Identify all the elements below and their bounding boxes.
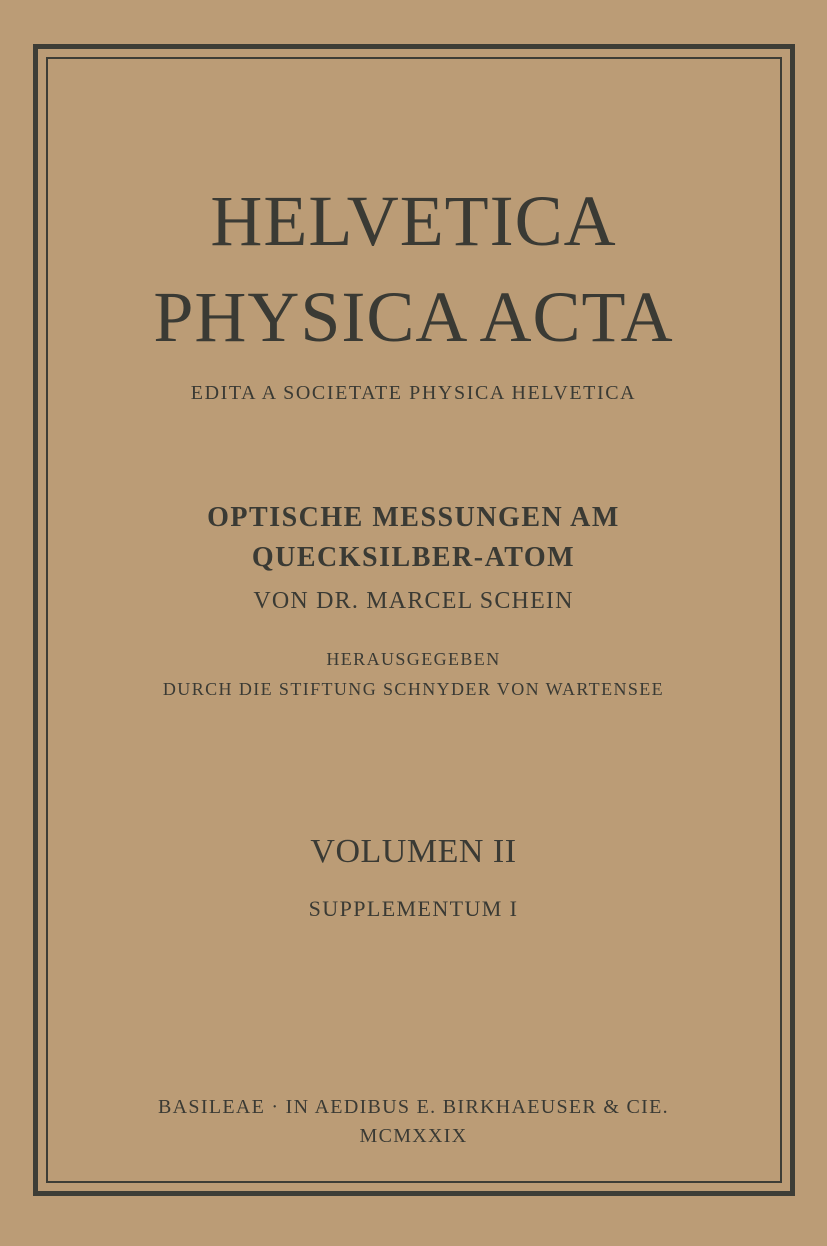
- journal-title-line2: PHYSICA ACTA: [153, 277, 674, 357]
- editor-line1: HERAUSGEGEBEN: [326, 649, 501, 669]
- publication-year: MCMXXIX: [359, 1125, 468, 1147]
- journal-title-line1: HELVETICA: [210, 181, 617, 261]
- journal-subtitle: EDITA A SOCIETATE PHYSICA HELVETICA: [190, 382, 637, 404]
- supplement-label: SUPPLEMENTUM I: [308, 896, 519, 921]
- work-author: VON DR. MARCEL SCHEIN: [253, 588, 574, 614]
- publisher-imprint: BASILEAE · IN AEDIBUS E. BIRKHAEUSER & CIE.: [158, 1096, 669, 1118]
- volume-label: VOLUMEN II: [310, 833, 517, 870]
- work-title-line2: QUECKSILBER-ATOM: [251, 542, 576, 573]
- editor-line2: DURCH DIE STIFTUNG SCHNYDER VON WARTENSEE: [162, 679, 665, 699]
- work-title-line1: OPTISCHE MESSUNGEN AM: [207, 502, 620, 533]
